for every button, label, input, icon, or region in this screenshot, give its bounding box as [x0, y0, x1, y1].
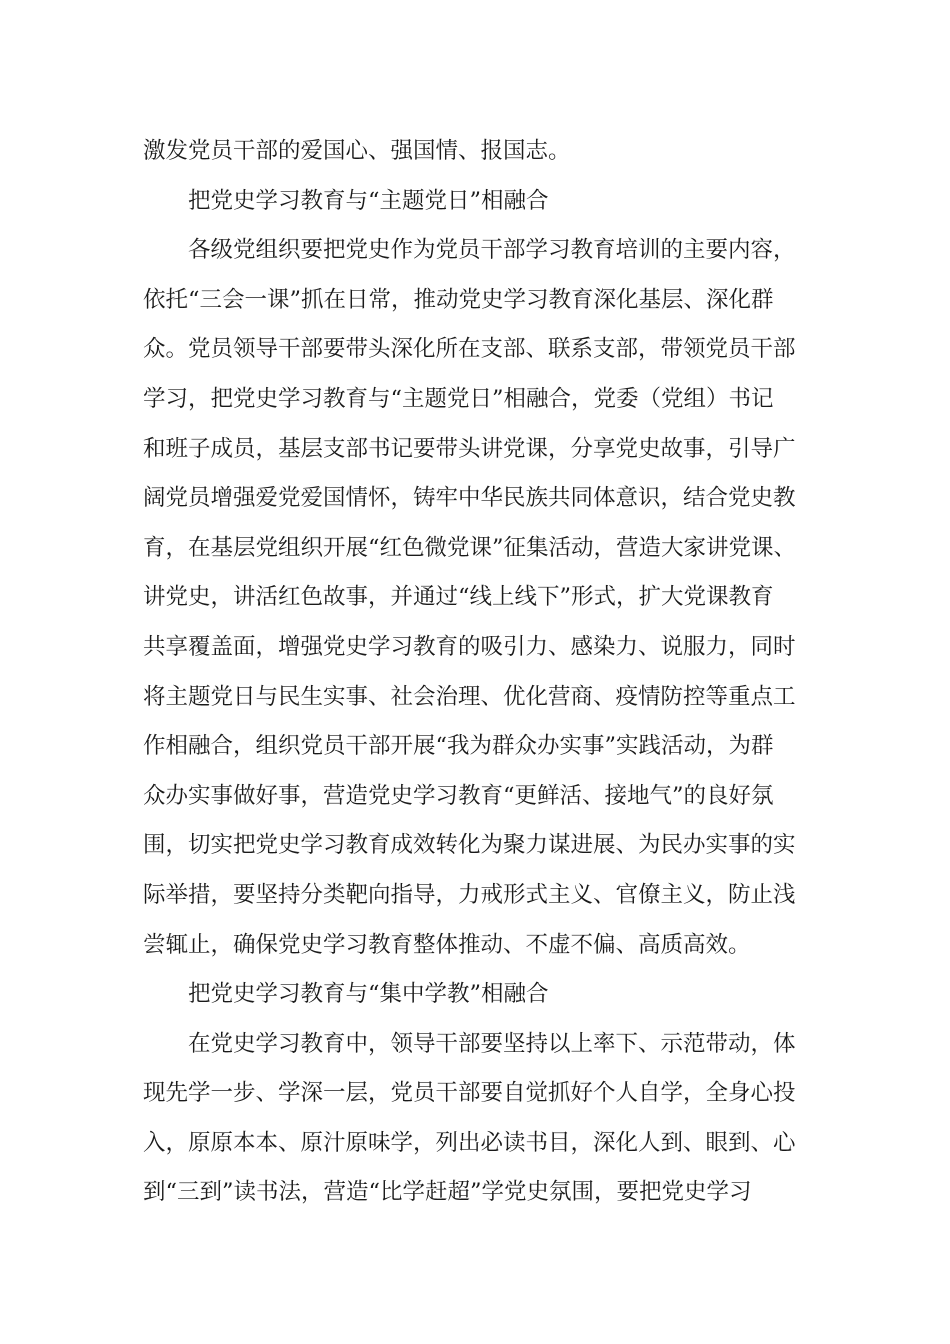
- text-line: 育，在基层党组织开展“红色微党课”征集活动，营造大家讲党课、: [143, 534, 797, 561]
- text-line: 作相融合，组织党员干部开展“我为群众办实事”实践活动，为群: [143, 733, 774, 760]
- text-line: 众办实事做好事，营造党史学习教育“更鲜活、接地气”的良好氛: [143, 782, 774, 809]
- text-line: 共享覆盖面，增强党史学习教育的吸引力、感染力、说服力，同时: [143, 633, 796, 660]
- text-line: 到“三到”读书法，营造“比学赶超”学党史氛围，要把党史学习: [143, 1179, 752, 1206]
- text-line: 各级党组织要把党史作为党员干部学习教育培训的主要内容，: [188, 237, 796, 264]
- section-heading: 把党史学习教育与“集中学教”相融合: [188, 981, 549, 1008]
- text-line: 和班子成员，基层支部书记要带头讲党课，分享党史故事，引导广: [143, 435, 796, 462]
- text-line: 将主题党日与民生实事、社会治理、优化营商、疫情防控等重点工: [143, 683, 796, 710]
- text-line: 激发党员干部的爱国心、强国情、报国志。: [143, 138, 571, 164]
- text-line: 阔党员增强爱党爱国情怀，铸牢中华民族共同体意识，结合党史教: [143, 485, 796, 512]
- text-line: 讲党史，讲活红色故事，并通过“线上线下”形式，扩大党课教育: [143, 584, 774, 611]
- text-line: 际举措，要坚持分类靶向指导，力戒形式主义、官僚主义，防止浅: [143, 881, 796, 908]
- document-body: [143, 127, 823, 1218]
- text-line: 尝辄止，确保党史学习教育整体推动、不虚不偏、高质高效。: [143, 931, 751, 958]
- text-line: 学习，把党史学习教育与“主题党日”相融合，党委（党组）书记: [143, 385, 774, 412]
- text-line: 入，原原本本、原汁原味学，列出必读书目，深化人到、眼到、心: [143, 1129, 796, 1156]
- text-line: 众。党员领导干部要带头深化所在支部、联系支部，带领党员干部: [143, 336, 796, 363]
- text-line: 现先学一步、学深一层，党员干部要自觉抓好个人自学，全身心投: [143, 1080, 796, 1107]
- text-line: 在党史学习教育中，领导干部要坚持以上率下、示范带动，体: [188, 1030, 796, 1057]
- text-line: 依托“三会一课”抓在日常，推动党史学习教育深化基层、深化群: [143, 286, 774, 313]
- text-line: 围，切实把党史学习教育成效转化为聚力谋进展、为民办实事的实: [143, 832, 796, 859]
- section-heading: 把党史学习教育与“主题党日”相融合: [188, 187, 549, 214]
